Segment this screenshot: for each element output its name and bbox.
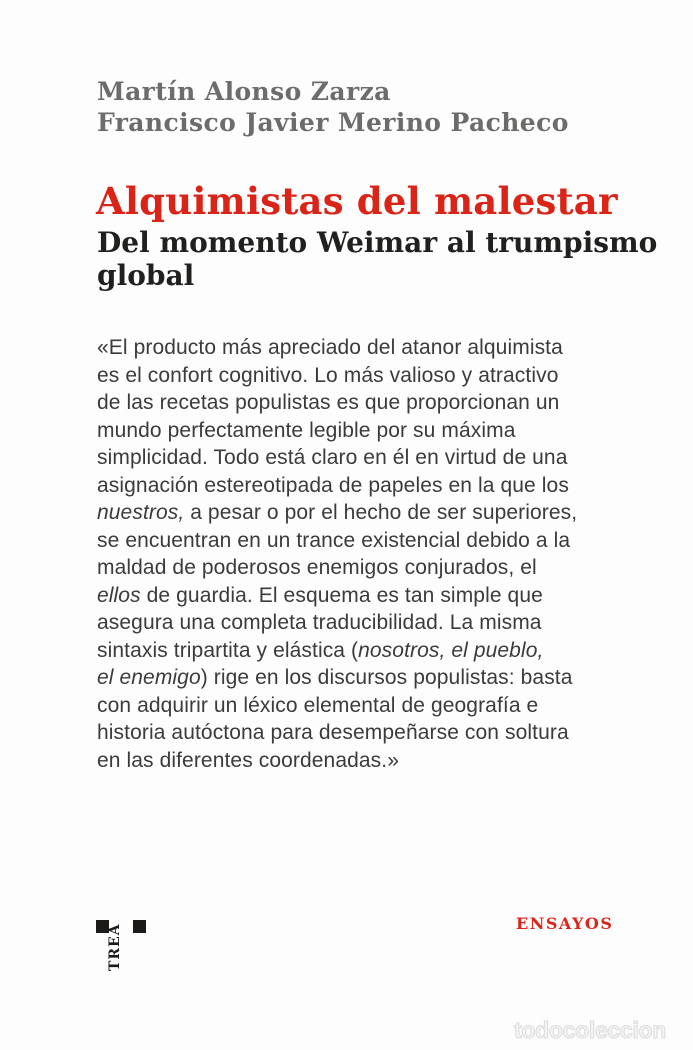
text-line	[97, 417, 577, 445]
text-line: Del momento Weimar al trumpismo	[97, 226, 658, 259]
text-line	[97, 609, 577, 637]
text-line	[97, 472, 577, 500]
text-run: «El producto más apreciado del atanor alquimista	[97, 336, 563, 359]
todocoleccion-watermark: todocoleccion	[514, 1017, 667, 1043]
text-line: Francisco Javier Merino Pacheco	[97, 108, 569, 137]
text-line	[97, 362, 577, 390]
text-run: simplicidad. Todo está claro en él en virtud de una	[97, 446, 568, 469]
text-line	[97, 527, 577, 555]
text-line	[97, 444, 577, 472]
text-line	[97, 637, 577, 665]
publisher-logo-trea	[96, 920, 146, 975]
text-run: ) rige en los discursos populistas: basta	[200, 666, 573, 689]
logo-square-right-icon	[133, 920, 146, 933]
text-line	[97, 664, 577, 692]
collection-label: ENSAYOS	[516, 914, 614, 933]
text-run: asignación estereotipada de papeles en la que los	[97, 473, 569, 497]
publisher-logo-text: TREA	[107, 923, 123, 971]
text-run: es el confort cognitivo. Lo más valioso y atractivo	[97, 363, 559, 387]
text-line	[97, 747, 577, 775]
book-subtitle	[97, 226, 657, 292]
text-line	[97, 582, 577, 610]
text-line: Martín Alonso Zarza	[97, 77, 391, 106]
text-run: se encuentran en un trance existencial debido a la	[97, 528, 571, 552]
italic-run: ellos	[97, 583, 141, 607]
text-run: maldad de poderosos enemigos conjurados, el	[97, 556, 537, 579]
text-line	[97, 499, 577, 527]
book-title: Alquimistas del malestar	[96, 179, 618, 223]
text-run: mundo perfectamente legible por su máxima	[97, 418, 516, 442]
text-run: en las diferentes coordenadas.»	[97, 748, 399, 772]
italic-run: nosotros, el pueblo,	[358, 638, 544, 662]
text-line: global	[97, 259, 195, 292]
text-run: con adquirir un léxico elemental de geografía e	[97, 693, 539, 717]
back-quote-paragraph	[97, 334, 577, 774]
text-run: de guardia. El esquema es tan simple que	[140, 583, 543, 607]
text-run: a pesar o por el hecho de ser superiores,	[184, 501, 578, 524]
text-run: historia autóctona para desempeñarse con soltura	[97, 721, 569, 744]
text-line	[97, 692, 577, 720]
text-run: de las recetas populistas es que proporcionan un	[97, 391, 560, 414]
text-run: asegura una completa traducibilidad. La misma	[97, 611, 542, 634]
italic-run: el enemigo	[97, 666, 201, 689]
italic-run: nuestros,	[97, 501, 185, 524]
text-line	[97, 389, 577, 417]
author-names	[97, 76, 569, 138]
text-run: sintaxis tripartita y elástica (	[97, 638, 359, 662]
text-line	[97, 334, 577, 362]
text-line	[97, 554, 577, 582]
text-line	[97, 719, 577, 747]
